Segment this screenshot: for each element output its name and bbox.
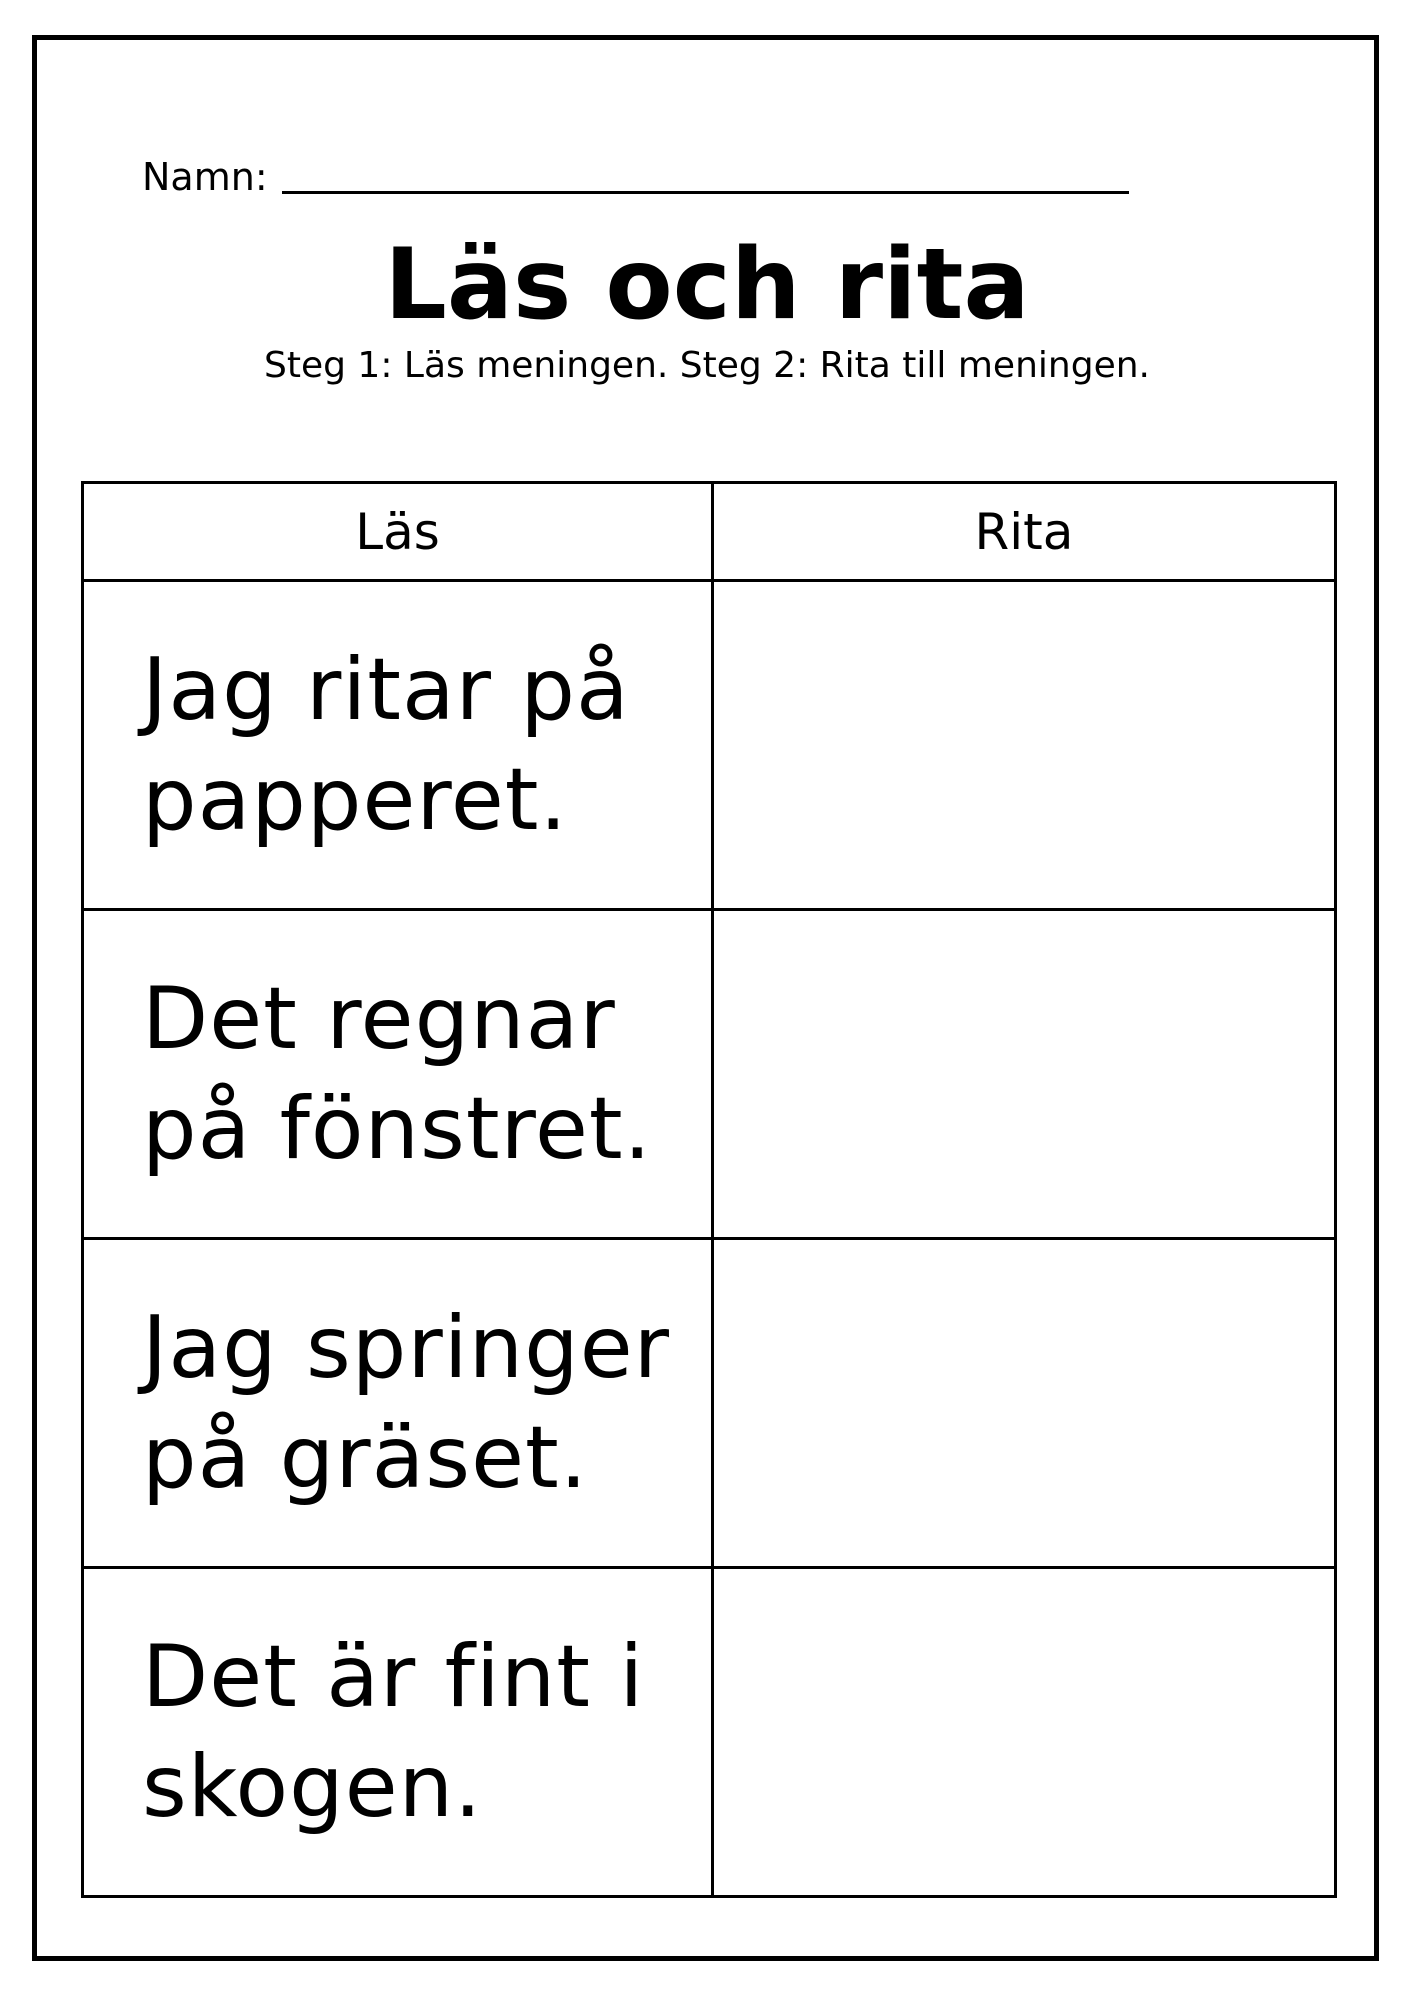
table-row <box>83 910 1336 1239</box>
table-row <box>83 1568 1336 1897</box>
column-header-draw: Rita <box>713 483 1336 581</box>
table-header-row <box>83 483 1336 581</box>
read-cell <box>83 1568 713 1897</box>
read-cell <box>83 1239 713 1568</box>
read-cell <box>83 910 713 1239</box>
table-row <box>83 581 1336 910</box>
read-and-draw-table <box>81 481 1337 1898</box>
worksheet-title: Läs och rita <box>384 228 1030 342</box>
sentence-text: Det är fint i skogen. <box>142 1626 645 1837</box>
worksheet-instructions: Steg 1: Läs meningen. Steg 2: Rita till meningen. <box>264 345 1150 386</box>
name-row <box>142 144 1129 200</box>
name-write-line[interactable] <box>282 191 1129 194</box>
draw-cell[interactable] <box>713 1239 1336 1568</box>
column-header-read: Läs <box>83 483 713 581</box>
draw-cell[interactable] <box>713 910 1336 1239</box>
name-label: Namn: <box>142 155 268 199</box>
draw-cell[interactable] <box>713 581 1336 910</box>
sentence-text: Jag springer på gräset. <box>142 1297 670 1508</box>
table-row <box>83 1239 1336 1568</box>
read-cell <box>83 581 713 910</box>
sentence-text: Jag ritar på papperet. <box>142 639 630 850</box>
draw-cell[interactable] <box>713 1568 1336 1897</box>
sentence-text: Det regnar på fönstret. <box>142 968 652 1179</box>
